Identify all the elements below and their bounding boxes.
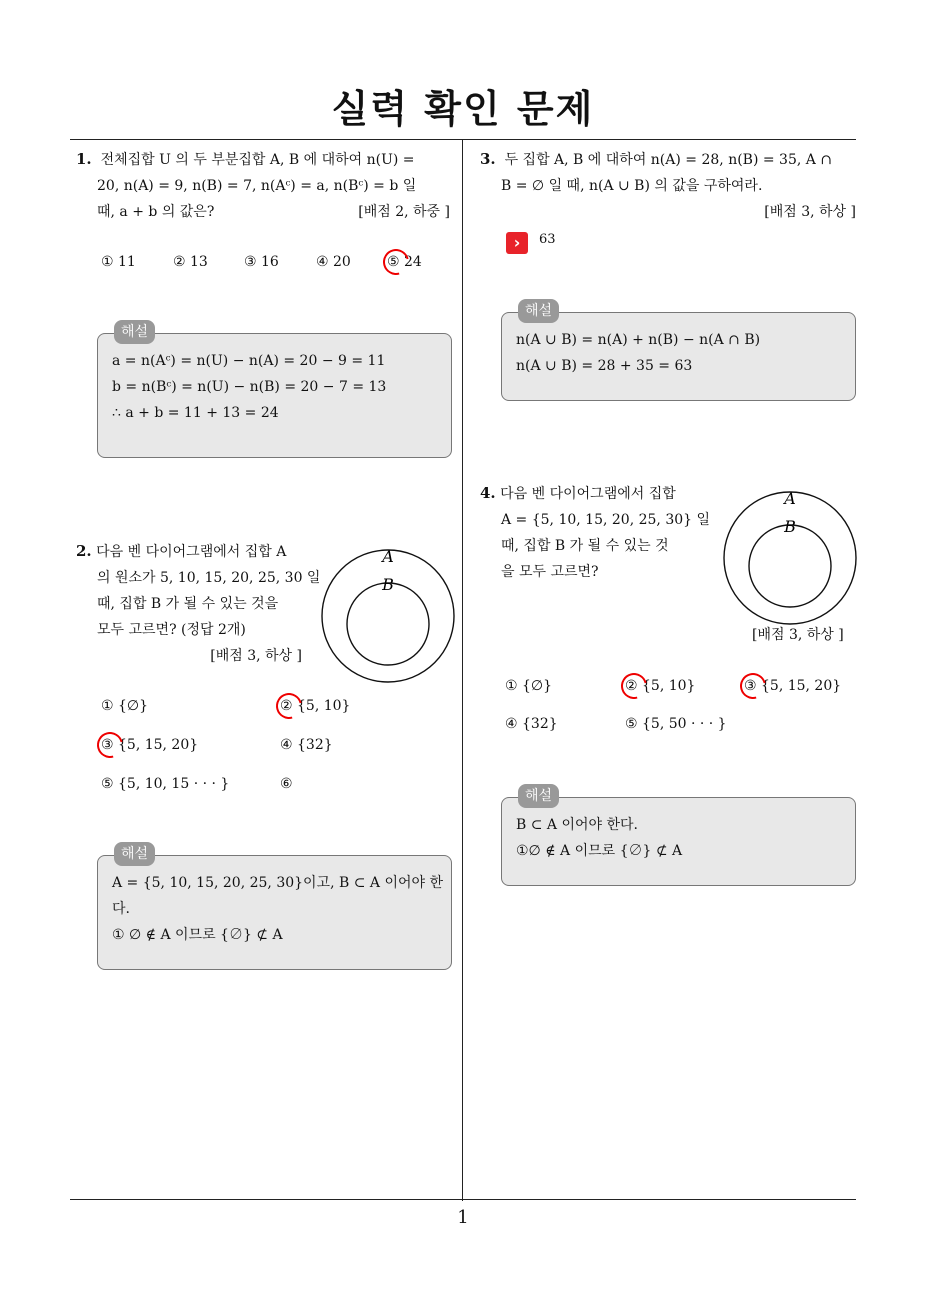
question-text: 두 집합 A, B 에 대하여 n(A) = 28, n(B) = 35, A ∩: [504, 152, 833, 168]
choice-2[interactable]: ② {5, 10}: [280, 698, 351, 714]
answer-mark: [616, 668, 652, 704]
question-meta: [배점 3, 하상 ]: [210, 648, 302, 664]
answer-mark: [92, 727, 128, 763]
solution-line: ∴ a + b = 11 + 13 = 24: [112, 405, 279, 421]
choice-2[interactable]: ② 13: [173, 254, 208, 270]
solution-line: 다.: [112, 901, 130, 917]
question-text: B = ∅ 일 때, n(A ∪ B) 의 값을 구하여라.: [501, 178, 763, 194]
choice-6[interactable]: ⑥: [280, 776, 293, 792]
page-number: 1: [457, 1207, 469, 1228]
solution-line: B ⊂ A 이어야 한다.: [516, 817, 638, 833]
question-text: 다음 벤 다이어그램에서 집합: [500, 486, 676, 502]
set-a-circle: [724, 492, 856, 624]
question-text: 모두 고르면? (정답 2개): [97, 622, 246, 638]
choice-1[interactable]: ① {∅}: [101, 698, 149, 714]
question-2: [76, 538, 321, 669]
set-a-circle: [322, 550, 454, 682]
choice-3[interactable]: ③ 16: [244, 254, 279, 270]
choice-3[interactable]: ③ {5, 15, 20}: [744, 678, 842, 694]
question-text: 20, n(A) = 9, n(B) = 7, n(Aᶜ) = a, n(Bᶜ) = b 일: [97, 178, 417, 194]
choice-1[interactable]: ① {∅}: [505, 678, 553, 694]
choice-5[interactable]: ⑤ {5, 50 · · · }: [625, 716, 727, 732]
set-b-label: B: [382, 575, 394, 594]
question-text: 다음 벤 다이어그램에서 집합 A: [96, 544, 287, 560]
solution-line: ①∅ ∉ A 이므로 {∅} ⊄ A: [516, 843, 683, 859]
solution-line: A = {5, 10, 15, 20, 25, 30}이고, B ⊂ A 이어야 한: [112, 875, 444, 891]
question-text: A = {5, 10, 15, 20, 25, 30} 일: [501, 512, 711, 528]
solution-tag: 해설: [518, 299, 559, 323]
solution-line: n(A ∪ B) = 28 + 35 = 63: [516, 358, 693, 374]
venn-diagram-q4: [722, 490, 862, 630]
question-number: 2.: [76, 542, 92, 560]
solution-tag: 해설: [518, 784, 559, 808]
question-meta: [배점 2, 하중 ]: [358, 204, 450, 220]
question-meta: [배점 3, 하상 ]: [752, 627, 844, 643]
column-divider: [462, 139, 463, 1201]
answer-mark: [271, 688, 307, 724]
set-b-circle: [347, 583, 429, 665]
set-b-circle: [749, 525, 831, 607]
question-text: 전체집합 U 의 두 부분집합 A, B 에 대하여 n(U) =: [100, 152, 415, 168]
question-4: [480, 480, 711, 585]
choice-4[interactable]: ④ 20: [316, 254, 351, 270]
set-a-label: A: [382, 548, 394, 566]
question-text: 때, 집합 B 가 될 수 있는 것: [501, 538, 669, 554]
choice-1[interactable]: ① 11: [101, 254, 136, 270]
question-meta: [배점 3, 하상 ]: [764, 204, 856, 220]
solution-line: b = n(Bᶜ) = n(U) − n(B) = 20 − 7 = 13: [112, 379, 387, 395]
choice-2[interactable]: ② {5, 10}: [625, 678, 696, 694]
top-rule: [70, 139, 856, 140]
question-text: 때, 집합 B 가 될 수 있는 것을: [97, 596, 279, 612]
solution-tag: 해설: [114, 842, 155, 866]
question-1: [76, 146, 454, 225]
question-text: 을 모두 고르면?: [501, 564, 599, 580]
solution-line: n(A ∪ B) = n(A) + n(B) − n(A ∩ B): [516, 332, 761, 348]
solution-line: ① ∅ ∉ A 이므로 {∅} ⊄ A: [112, 927, 283, 943]
solution-box-q2: [97, 846, 452, 970]
question-3: [480, 146, 858, 225]
choice-5[interactable]: ⑤ {5, 10, 15 · · · }: [101, 776, 230, 792]
set-a-label: A: [784, 490, 796, 508]
solution-line: a = n(Aᶜ) = n(U) − n(A) = 20 − 9 = 11: [112, 353, 386, 369]
set-b-label: B: [784, 517, 796, 536]
question-text: 의 원소가 5, 10, 15, 20, 25, 30 일: [97, 570, 321, 586]
question-number: 3.: [480, 150, 496, 168]
solution-box-q3: [501, 303, 856, 401]
page-title: 실력 확인 문제: [331, 87, 595, 131]
choice-3[interactable]: ③ {5, 15, 20}: [101, 737, 199, 753]
question-number: 1.: [76, 150, 92, 168]
question-number: 4.: [480, 484, 496, 502]
answer-value: 63: [539, 232, 556, 247]
solution-box-q4: [501, 788, 856, 886]
choice-5[interactable]: ⑤ 24: [387, 254, 422, 270]
venn-diagram-q2: [320, 548, 460, 688]
answer-mark: [378, 244, 414, 280]
answer-mark: [735, 668, 771, 704]
question-text: 때, a + b 의 값은?: [97, 204, 215, 220]
bottom-rule: [70, 1199, 856, 1200]
choice-4[interactable]: ④ {32}: [280, 737, 333, 753]
choice-4[interactable]: ④ {32}: [505, 716, 558, 732]
solution-tag: 해설: [114, 320, 155, 344]
chevron-right-icon: ›: [506, 232, 528, 254]
solution-box-q1: [97, 324, 452, 458]
